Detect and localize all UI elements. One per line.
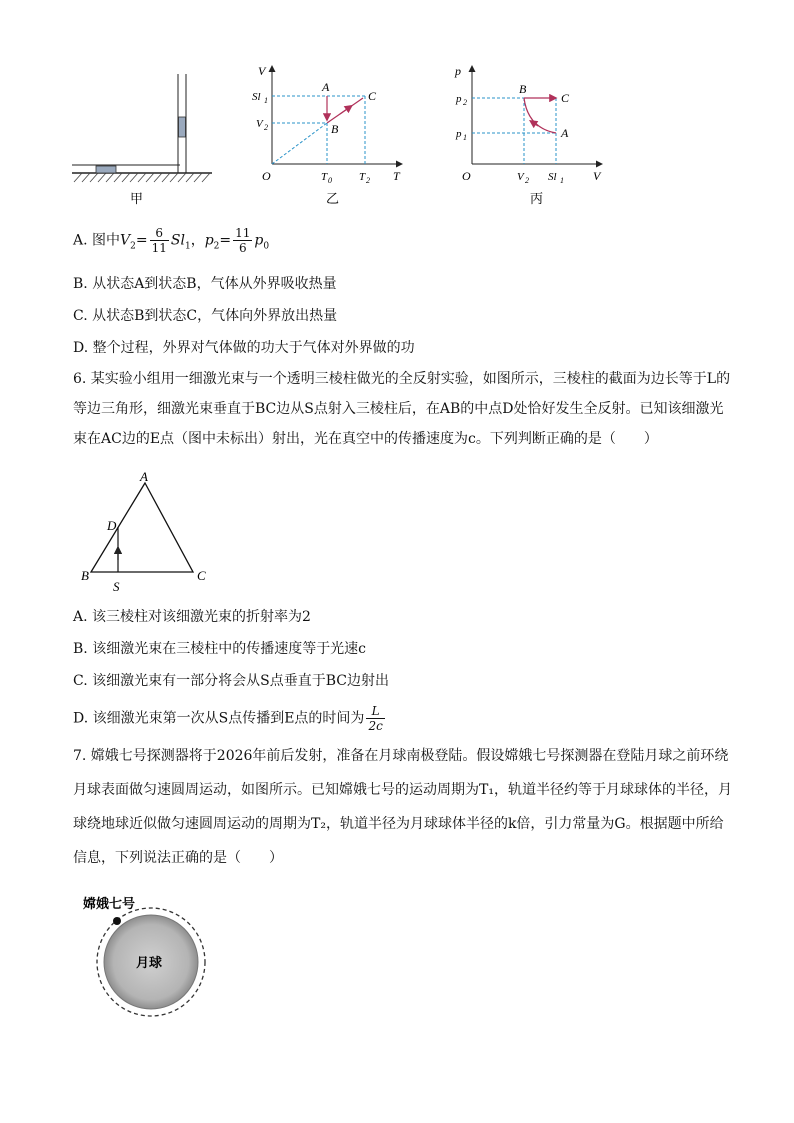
yi-tick-sl1: Sl — [252, 91, 261, 103]
svg-text:2: 2 — [366, 176, 370, 185]
svg-text:1: 1 — [463, 133, 467, 142]
moon-label: 月球 — [136, 955, 163, 970]
bing-origin: O — [462, 169, 471, 183]
yi-tick-t0: T — [321, 171, 328, 183]
q5-option-d: D. 整个过程，外界对气体做的功大于气体对外界做的功 — [73, 340, 415, 356]
yi-point-b: B — [331, 122, 339, 136]
triangle-point-s: S — [113, 579, 120, 594]
bing-point-b: B — [519, 82, 527, 96]
bing-point-c: C — [561, 91, 570, 105]
bing-x-axis: V — [593, 169, 601, 183]
svg-text:2: 2 — [525, 176, 529, 185]
q6-option-a: A. 该三棱柱对该细激光束的折射率为2 — [73, 609, 311, 625]
svg-text:1: 1 — [560, 176, 564, 185]
q7-moon-figure — [78, 890, 213, 1025]
svg-text:2: 2 — [463, 98, 467, 107]
svg-text:1: 1 — [264, 96, 268, 105]
q6-option-b: B. 该细激光束在三棱柱中的传播速度等于光速c — [73, 641, 367, 657]
q5-option-c: C. 从状态B到状态C，气体向外界放出热量 — [73, 308, 338, 324]
q6-option-c: C. 该细激光束有一部分将会从S点垂直于BC边射出 — [73, 673, 389, 689]
triangle-vertex-b: B — [81, 568, 89, 583]
figure-yi — [250, 60, 410, 210]
yi-x-axis: T — [393, 169, 400, 183]
triangle-point-d: D — [107, 518, 117, 533]
bing-point-a: A — [561, 126, 569, 140]
q6-triangle-figure — [78, 468, 218, 596]
bing-tick-p1: p — [456, 128, 462, 140]
q6-option-d: D. 该细激光束第一次从S点传播到E点的时间为 $\frac{L}{2c}$ — [73, 704, 383, 733]
figure-bing — [450, 60, 610, 210]
triangle-vertex-c: C — [197, 568, 206, 583]
figure-jia-caption: 甲 — [130, 191, 144, 206]
svg-text:0: 0 — [328, 176, 332, 185]
figure-yi-caption: 乙 — [326, 191, 340, 206]
q5-option-a: A. 图中$V_2=$ $\frac{6}{11}$ $Sl_1$，$p_2=$ $\frac{11}{6}$ $p_0$ — [73, 226, 270, 255]
change7-label: 嫦娥七号 — [83, 896, 136, 911]
yi-point-c: C — [368, 89, 377, 103]
figure-jia — [70, 72, 220, 207]
bing-tick-sl1: Sl — [548, 171, 557, 183]
yi-tick-t2: T — [359, 171, 366, 183]
svg-text:2: 2 — [264, 123, 268, 132]
q5-option-b: B. 从状态A到状态B，气体从外界吸收热量 — [73, 276, 337, 292]
yi-y-axis: V — [258, 64, 266, 78]
bing-tick-p2: p — [456, 93, 462, 105]
q6-stem: 6. 某实验小组用一细激光束与一个透明三棱柱做光的全反射实验，如图所示，三棱柱的截面为边长等于L的等边三角形，细激光束垂直于BC边从S点射入三棱柱后，在AB的中点D处恰好发生全反射。已知该细激光束在AC边的E点（图中未标出）射出，光在真空中的传播速度为c。下列判断正确的是（ ） — [73, 371, 731, 447]
triangle-vertex-a: A — [140, 469, 148, 484]
bing-tick-v2: V — [517, 171, 524, 183]
yi-tick-v2: V — [256, 118, 263, 130]
yi-origin: O — [262, 169, 271, 183]
q7-stem: 7. 嫦娥七号探测器将于2026年前后发射，准备在月球南极登陆。假设嫦娥七号探测器在登陆月球之前环绕月球表面做匀速圆周运动，如图所示。已知嫦娥七号的运动周期为T₁，轨道半径约等于月球球体的半径，月球绕地球近似做匀速圆周运动的周期为T₂，轨道半径为月球球体半径的k倍，引力常量为G。根据题中所给信息，下列说法正确的是（ ） — [73, 748, 732, 866]
yi-point-a: A — [322, 80, 330, 94]
figure-bing-caption: 丙 — [530, 191, 544, 206]
bing-y-axis: p — [455, 64, 461, 78]
